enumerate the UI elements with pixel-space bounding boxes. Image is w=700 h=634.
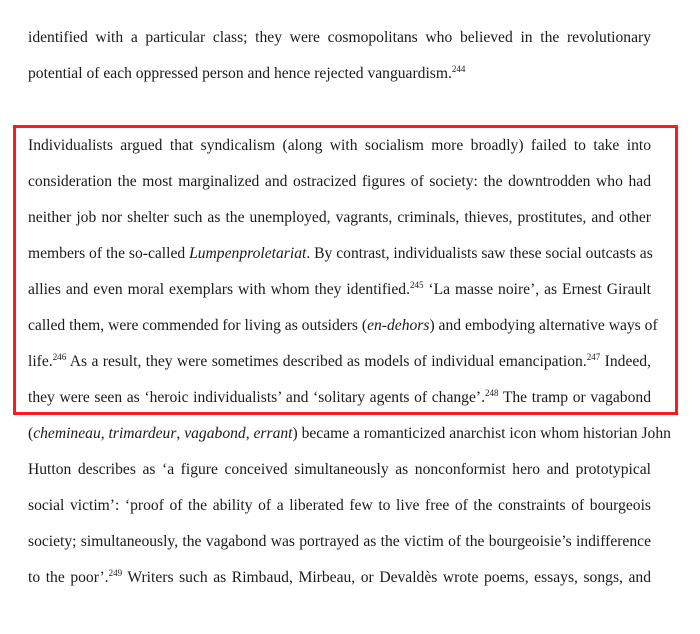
text-line xyxy=(28,568,651,588)
text-line xyxy=(28,460,651,480)
text-span: As a result, they were sometimes described as models of individual emancipation. xyxy=(66,353,587,370)
text-span: Individualists argued that syndicalism (along with socialism more broadly) failed to take into xyxy=(28,137,651,154)
text-span: ( xyxy=(28,425,34,442)
text-span: . By contrast, individualists saw these social outcasts as xyxy=(306,245,653,262)
footnote-ref: 249 xyxy=(108,568,123,578)
text-span: ‘La masse noire’, as Ernest Girault xyxy=(423,281,651,298)
text-span: Writers such as Rimbaud, Mirbeau, or Devaldès wrote poems, essays, songs, and xyxy=(122,569,651,586)
text-span: allies and even moral exemplars with whom they identified. xyxy=(28,281,410,298)
text-line xyxy=(28,532,651,552)
text-span: social victim’: ‘proof of the ability of a liberated few to live free of the constraints of bourgeois xyxy=(28,497,651,514)
italic-term: vagabond xyxy=(184,425,246,442)
text-span: identified with a particular class; they were cosmopolitans who believed in the revolutionary xyxy=(28,29,651,46)
italic-term: chemineau xyxy=(33,425,101,442)
text-line xyxy=(28,28,651,48)
italic-term: errant xyxy=(253,425,293,442)
text-span: neither job nor shelter such as the unemployed, vagrants, criminals, thieves, prostitutes, and other xyxy=(28,209,651,226)
text-span: they were seen as ‘heroic individualists’ and ‘solitary agents of change’. xyxy=(28,389,485,406)
footnote-ref: 246 xyxy=(52,352,67,362)
text-span: to the poor’. xyxy=(28,569,109,586)
text-span: The tramp or vagabond xyxy=(498,389,651,406)
text-line xyxy=(28,424,671,444)
text-line xyxy=(28,496,651,516)
text-span: , xyxy=(245,425,254,442)
text-span: life. xyxy=(28,353,53,370)
text-span: consideration the most marginalized and ostracized figures of society: the downtrodden who had xyxy=(28,173,651,190)
footnote-ref: 244 xyxy=(451,64,466,74)
text-span: called them, were commended for living as outsiders ( xyxy=(28,317,368,334)
text-span: members of the so-called xyxy=(28,245,190,262)
text-span: potential of each oppressed person and hence rejected vanguardism. xyxy=(28,65,452,82)
footnote-ref: 248 xyxy=(485,388,499,398)
highlight-box xyxy=(13,125,678,415)
text-line xyxy=(28,64,651,84)
text-span: Indeed, xyxy=(600,353,651,370)
footnote-ref: 247 xyxy=(586,352,601,362)
italic-term: Lumpenproletariat xyxy=(189,245,307,262)
text-span: ) and embodying alternative ways of xyxy=(429,317,658,334)
text-span: , xyxy=(176,425,185,442)
text-span: Hutton describes as ‘a figure conceived simultaneously as nonconformist hero and prototypical xyxy=(28,461,651,478)
italic-term: en-dehors xyxy=(367,317,430,334)
text-span: ) became a romanticized anarchist icon whom historian John xyxy=(292,425,671,442)
footnote-ref: 245 xyxy=(410,280,424,290)
text-span: society; simultaneously, the vagabond was portrayed as the victim of the bourgeoisie’s indifference xyxy=(28,533,651,550)
italic-term: trimardeur xyxy=(108,425,177,442)
text-span: , xyxy=(100,425,109,442)
